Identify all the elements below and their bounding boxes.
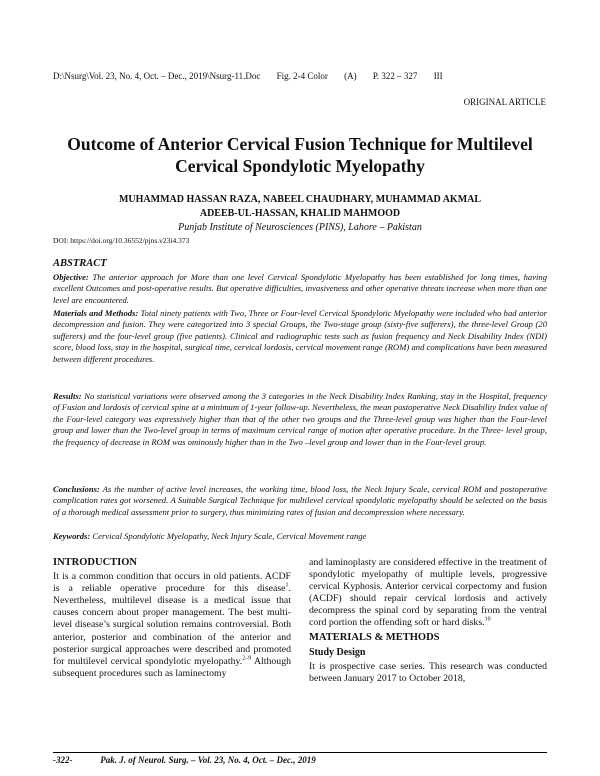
objective-label: Objective: <box>53 272 89 282</box>
citation-1[interactable]: 1 <box>285 582 289 589</box>
methods-heading: MATERIALS & METHODS <box>309 631 440 643</box>
file-path: D:\Nsurg\Vol. 23, No. 4, Oct. – Dec., 2019\Nsurg-11.Doc <box>53 71 261 81</box>
keywords-label: Keywords: <box>53 531 91 541</box>
article-title: Outcome of Anterior Cervical Fusion Technique for Multilevel Cervical Spondylotic Myelopathy <box>67 134 533 176</box>
abstract-methods <box>53 308 547 365</box>
objective-text: The anterior approach for More than one level Cervical Spondylotic Myelopathy has been established for long times, having excellent Outcomes and post-operative results. But operative difficulties, invasiveness and other operative threats increase when more than one level are encountered. <box>53 272 547 305</box>
keywords-text: Cervical Spondylotic Myelopathy, Neck Injury Scale, Cervical Movement range <box>90 531 367 541</box>
intro-continuation <box>309 557 547 630</box>
figure-info: Fig. 2-4 Color <box>276 71 328 81</box>
page-number: -322- <box>53 755 73 765</box>
study-design-text: It is prospective case series. This research was conducted between January 2017 to October 2018, <box>309 660 547 684</box>
page-footer <box>53 752 547 765</box>
introduction-heading: INTRODUCTION <box>53 557 138 568</box>
methods-label: Materials and Methods: <box>53 308 139 318</box>
authors-line-2: ADEEB-UL-HASSAN, KHALID MAHMOOD <box>199 208 401 219</box>
citation-10[interactable]: 10 <box>484 617 491 624</box>
journal-citation: Pak. J. of Neurol. Surg. – Vol. 23, No. 4, Oct. – Dec., 2019 <box>100 755 316 765</box>
page-range: P. 322 – 327 <box>372 71 418 81</box>
study-design-heading: Study Design <box>309 646 366 658</box>
methods-text: Total ninety patients with Two, Three or Four-level Cervical Spondylotic Myelopathy were included who had anterior decompression and fusion. They were categorized into 3 special Groups, the Two-stage group (sixty-five sufferers), the three-level Group (20 sufferers) and the four-level group (five patients). Clinical and radiographic tests such as fusion frequency and Neck Disability Index (NDI) score, blood loss, stay in the hospital, surgical time, cervical lordosis, cervical movement range (ROM) and complications have been measured between different procedures. <box>53 308 548 364</box>
running-header <box>53 71 457 81</box>
abstract-keywords <box>53 531 547 542</box>
conclusions-label: Conclusions: <box>53 484 100 494</box>
introduction-paragraph <box>53 571 291 680</box>
conclusions-text: As the number of active level increases, the working time, blood loss, the Neck Injury Scale, cervical ROM and postoperative complication rates got worsened. A Suitable Surgical Technique for multilevel cervical spondylotic myelopathy should be selected on the basis of a thorough medical assessment prior to surgery, thus minimizing rates of fusion and decompression where necessary. <box>53 484 547 517</box>
citation-2-9[interactable]: 2–9 <box>242 655 252 662</box>
roman-numeral: III <box>433 71 443 81</box>
intro-text-a: It is a common condition that occurs in old patients. ACDF is a reliable operative procedure for this disease <box>53 571 291 595</box>
doi-link[interactable]: DOI: https://doi.org/10.36552/pjns.v23i4.373 <box>53 236 190 245</box>
intro-text-c: Although subsequent procedures such as laminectomy <box>53 655 291 679</box>
abstract-objective <box>53 272 547 306</box>
institution: Punjab Institute of Neurosciences (PINS), Lahore – Pakistan <box>178 222 422 233</box>
left-column <box>53 557 291 680</box>
results-label: Results: <box>53 391 82 401</box>
results-text: No statistical variations were observed among the 3 categories in the Neck Disability Index Ranking, stay in the Hospital, frequency of Fusion and lordosis of cervical spine at a minimum of 1-year follow-up. Nevertheless, the mean postoperative Neck Disability Index value of the Four-level category was expressively higher than that of the other two groups and the Three-level group was higher than the Four-level group and lower than the Two-level group in terms of maximum cervical range of motion after operative procedure. In the Three- level group, the frequency of decrease in ROM was ominously higher than in the Two –level group and lower than in the Four-level group. <box>53 391 547 447</box>
intro-text-b: . Nevertheless, multilevel disease is a medical issue that causes concern about proper management. The best multi-level disease’s surgical solution remains controversial. Both anterior, posterior and combination of the anterior and posterior surgical approaches were described and promoted for multilevel cervical spondylotic myelopathy. <box>53 583 291 667</box>
abstract-conclusions <box>53 484 547 518</box>
article-code: (A) <box>344 71 357 81</box>
right-column <box>309 557 547 685</box>
abstract-heading: ABSTRACT <box>53 258 107 269</box>
continuation-text: and laminoplasty are considered effective in the treatment of spondylotic myelopathy of multiple levels, progressive cervical Kyphosis. Anterior cervical corpectomy and fusion (ACDF) should repair cervical lordosis and actively decompress the spinal cord by separating from the ventral cord portion the offending soft or hard disks. <box>309 557 547 629</box>
abstract-results <box>53 391 547 448</box>
article-type: ORIGINAL ARTICLE <box>463 97 546 107</box>
authors <box>40 193 560 221</box>
authors-line-1: MUHAMMAD HASSAN RAZA, NABEEL CHAUDHARY, MUHAMMAD AKMAL <box>118 194 482 205</box>
